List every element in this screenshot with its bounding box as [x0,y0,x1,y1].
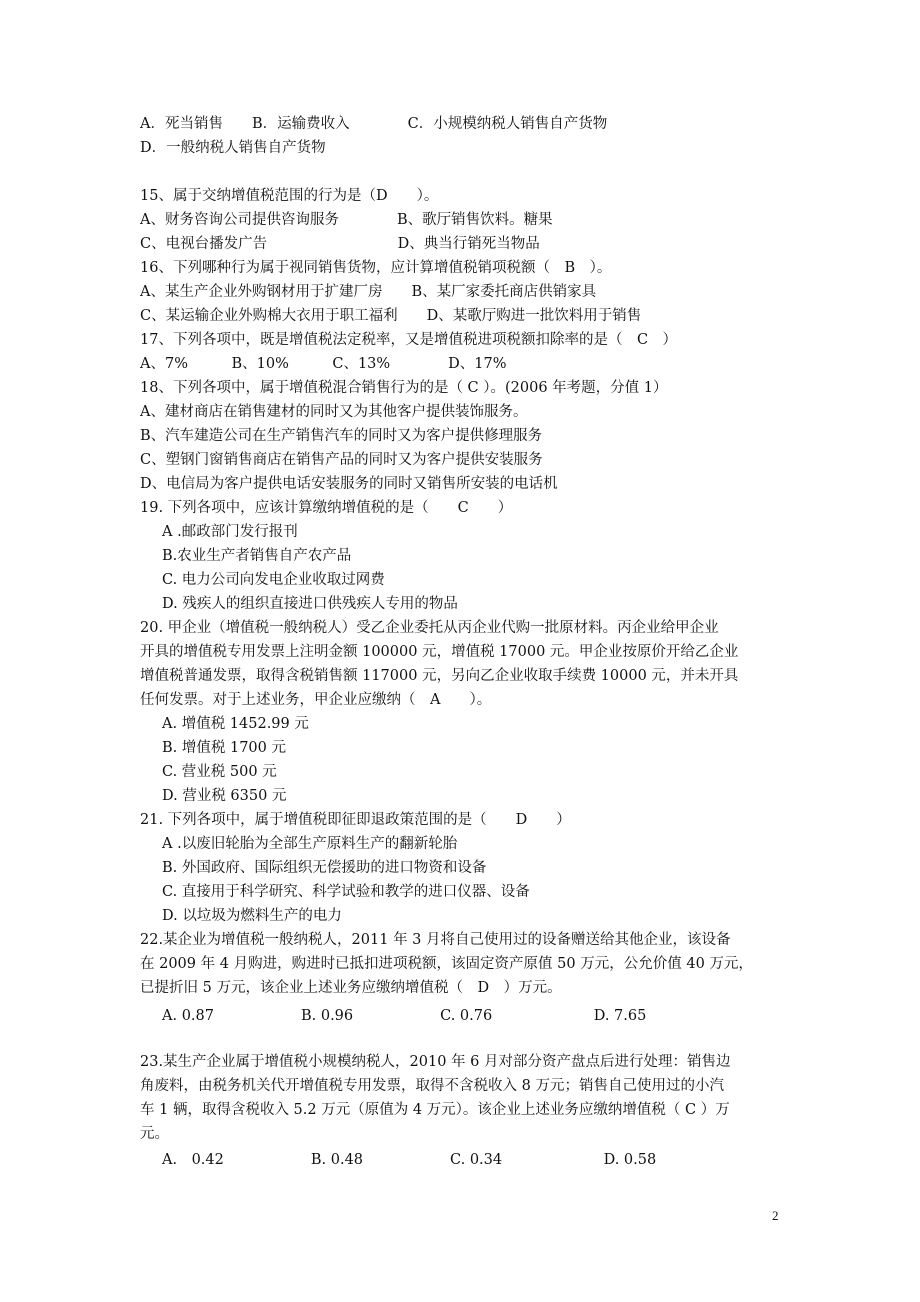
text-line: B.农业生产者销售自产农产品 [162,548,352,564]
text-line: 元。 [140,1126,169,1142]
text-line: D. 营业税 6350 元 [162,788,287,804]
text-line: 18、下列各项中，属于增值税混合销售行为的是（ C ）。(2006 年考题，分值 1） [140,380,668,396]
text-line: 在 2009 年 4 月购进，购进时已抵扣进项税额，该固定资产原值 50 万元，公允价值 40 万元， [140,956,753,972]
text-line: A. 0.42 B. 0.48 C. 0.34 D. 0.58 [162,1152,657,1168]
text-line: 21. 下列各项中，属于增值税即征即退政策范围的是（ D ） [140,812,571,828]
text-line: 增值税普通发票，取得含税销售额 117000 元，另向乙企业收取手续费 10000 元，并未开具 [140,668,739,684]
text-line: D. 残疾人的组织直接进口供残疾人专用的物品 [162,596,458,612]
text-line: A .以废旧轮胎为全部生产原料生产的翻新轮胎 [162,836,458,852]
text-line: C. 电力公司向发电企业收取过网费 [162,572,385,588]
text-line: 车 1 辆，取得含税收入 5.2 万元（原值为 4 万元）。该企业上述业务应缴纳增值税（ C ）万 [140,1102,730,1118]
text-line: 已提折旧 5 万元，该企业上述业务应缴纳增值税（ D ）万元。 [140,980,562,996]
text-line: D．一般纳税人销售自产货物 [140,140,326,156]
text-line: 19. 下列各项中，应该计算缴纳增值税的是（ C ） [140,500,513,516]
text-line: A．死当销售 B．运输费收入 C．小规模纳税人销售自产货物 [140,116,608,132]
text-line: 23.某生产企业属于增值税小规模纳税人，2010 年 6 月对部分资产盘点后进行处理：销售边 [140,1054,731,1070]
text-line: A、某生产企业外购钢材用于扩建厂房 B、某厂家委托商店供销家具 [140,284,597,300]
text-line: A. 增值税 1452.99 元 [162,716,309,732]
text-line: A、7% B、10% C、13% D、17% [140,356,507,372]
text-line: C、塑钢门窗销售商店在销售产品的同时又为客户提供安装服务 [140,452,543,468]
text-line: B. 增值税 1700 元 [162,740,286,756]
text-line: 17、下列各项中，既是增值税法定税率，又是增值税进项税额扣除率的是（ C ） [140,332,678,348]
text-line: 15、属于交纳增值税范围的行为是（D ）。 [140,188,439,204]
text-line: A .邮政部门发行报刊 [162,524,298,540]
text-line: 22.某企业为增值税一般纳税人，2011 年 3 月将自己使用过的设备赠送给其他企业，该设备 [140,932,731,948]
text-line: C、某运输企业外购棉大衣用于职工福利 D、某歌厅购进一批饮料用于销售 [140,308,642,324]
text-line: B、汽车建造公司在生产销售汽车的同时又为客户提供修理服务 [140,428,543,444]
text-line: C. 直接用于科学研究、科学试验和教学的进口仪器、设备 [162,884,530,900]
text-line: 20. 甲企业（增值税一般纳税人）受乙企业委托从丙企业代购一批原材料。丙企业给甲企业 [140,620,719,636]
text-line: C、电视台播发广告 D、典当行销死当物品 [140,236,540,252]
text-line: 开具的增值税专用发票上注明金额 100000 元，增值税 17000 元。甲企业按原价开给乙企业 [140,644,739,660]
text-line: A. 0.87 B. 0.96 C. 0.76 D. 7.65 [162,1008,647,1024]
text-line: A、建材商店在销售建材的同时又为其他客户提供装饰服务。 [140,404,528,420]
text-line: C. 营业税 500 元 [162,764,277,780]
text-line: A、财务咨询公司提供咨询服务 B、歌厅销售饮料。糖果 [140,212,553,228]
text-line: B. 外国政府、国际组织无偿援助的进口物资和设备 [162,860,487,876]
page-number: 2 [772,1208,779,1223]
text-line: 任何发票。对于上述业务，甲企业应缴纳（ A ）。 [140,692,492,708]
text-line: 角废料，由税务机关代开增值税专用发票，取得不含税收入 8 万元；销售自己使用过的小汽 [140,1078,724,1094]
text-line: 16、下列哪种行为属于视同销售货物，应计算增值税销项税额（ B ）。 [140,260,612,276]
text-line: D、电信局为客户提供电话安装服务的同时又销售所安装的电话机 [140,476,558,492]
text-line: D. 以垃圾为燃料生产的电力 [162,908,342,924]
